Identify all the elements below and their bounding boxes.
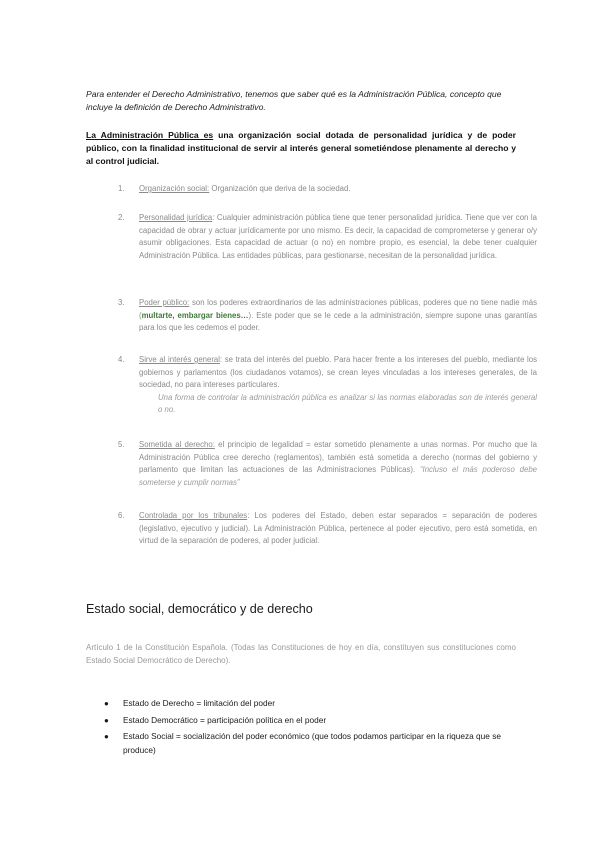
item-text: : se trata del interés del pueblo. Para hacer frente a los intereses del pueblo, mediante los gobiernos y parlamentos (los ciudadanos votamos), se crean leyes vinculadas a los intereses generales, de la sociedad, no para intereses particulares. bbox=[139, 355, 537, 390]
item-number: 3. bbox=[118, 298, 125, 307]
list-item bbox=[118, 212, 537, 262]
bullet-text: Estado Social = socialización del poder económico (que todos podamos participar en la riqueza que se produce) bbox=[123, 731, 501, 755]
bullet-icon: ● bbox=[104, 732, 109, 741]
item-number: 2. bbox=[118, 213, 125, 222]
item-term: Sometida al derecho: bbox=[139, 440, 215, 449]
item-term: Poder público: bbox=[139, 298, 190, 307]
item-note: Una forma de controlar la administración pública es analizar si las normas elaboradas son de interés general o no. bbox=[158, 392, 537, 415]
bullet-item bbox=[104, 714, 516, 728]
item-highlight: multarte, embargar bienes… bbox=[141, 310, 249, 320]
item-text: : Los poderes del Estado, deben estar separados = separación de poderes (legislativo, ejecutivo y judicial). La Administración Pública, pertenece al poder ejecutivo, pero está sometida, en virtud de la separación de poderes, al poder judicial. bbox=[139, 511, 537, 546]
item-number: 6. bbox=[118, 511, 125, 520]
bullet-item bbox=[104, 697, 516, 711]
bullet-text: Estado de Derecho = limitación del poder bbox=[123, 698, 275, 708]
item-term: Organización social: bbox=[139, 184, 210, 193]
item-quote: “Incluso el más poderoso debe someterse y cumplir normas” bbox=[139, 465, 538, 487]
item-number: 5. bbox=[118, 440, 125, 449]
list-item bbox=[118, 354, 537, 417]
bullet-icon: ● bbox=[104, 715, 109, 725]
item-text: son los poderes extraordinarios de las administraciones públicas, poderes que no tiene nadie más ( bbox=[139, 298, 537, 320]
section-heading: Estado social, democrático y de derecho bbox=[86, 602, 313, 616]
list-item bbox=[118, 439, 537, 489]
intro-paragraph: Para entender el Derecho Administrativo, tenemos que saber qué es la Administración Pública, concepto que incluye la definición de Derecho Administrativo. bbox=[86, 89, 502, 112]
definition-term: La Administración Pública es bbox=[86, 130, 214, 140]
item-text: : Cualquier administración pública tiene que tener personalidad jurídica. Tiene que ver con la capacidad de obrar y actuar jurídicamente por uno mismo. Es decir, la capacidad de comprometerse y generar o/y asumir obligaciones. Esta capacidad de actuar (o no) en nombre propio, es esencial, la debe tener cualquier Administración Pública. Las entidades públicas, para gestionarse, necesitan de la personalidad jurídica. bbox=[139, 213, 537, 260]
bullet-list bbox=[104, 697, 516, 760]
bullet-icon: ● bbox=[104, 699, 109, 708]
item-text: el principio de legalidad = estar sometido plenamente a unas normas. Por mucho que la Administración Pública cree derecho (reglamentos), también está sometida a derecho (normas del gobierno y parlamento que limitan las actuaciones de las Administraciones Públicas). bbox=[139, 440, 538, 475]
item-term: Personalidad jurídica bbox=[139, 213, 213, 222]
item-number: 4. bbox=[118, 355, 125, 364]
bullet-text: Estado Democrático = participación política en el poder bbox=[123, 714, 327, 725]
definition-paragraph bbox=[86, 129, 516, 168]
item-term: Sirve al interés general bbox=[139, 355, 220, 364]
item-text: Organización que deriva de la sociedad. bbox=[209, 184, 351, 193]
article-paragraph: Artículo 1 de la Constitución Española. (Todas las Constituciones de hoy en día, constituyen sus constituciones como Estado Social Democrático de Derecho). bbox=[86, 643, 516, 665]
definition-text: una organización social dotada de personalidad jurídica y de poder público, con la finalidad institucional de servir al interés general sometiéndose plenamente al derecho y al control judicial. bbox=[86, 130, 516, 166]
item-text-after: ). Este poder que se le cede a la administración, siempre supone unas garantías para los que les cedemos el poder. bbox=[139, 310, 537, 333]
bullet-item bbox=[104, 730, 516, 757]
list-item bbox=[118, 510, 537, 548]
item-term: Controlada por los tribunales bbox=[139, 511, 248, 520]
list-item bbox=[118, 183, 537, 196]
item-number: 1. bbox=[118, 184, 125, 193]
list-item bbox=[118, 297, 537, 335]
